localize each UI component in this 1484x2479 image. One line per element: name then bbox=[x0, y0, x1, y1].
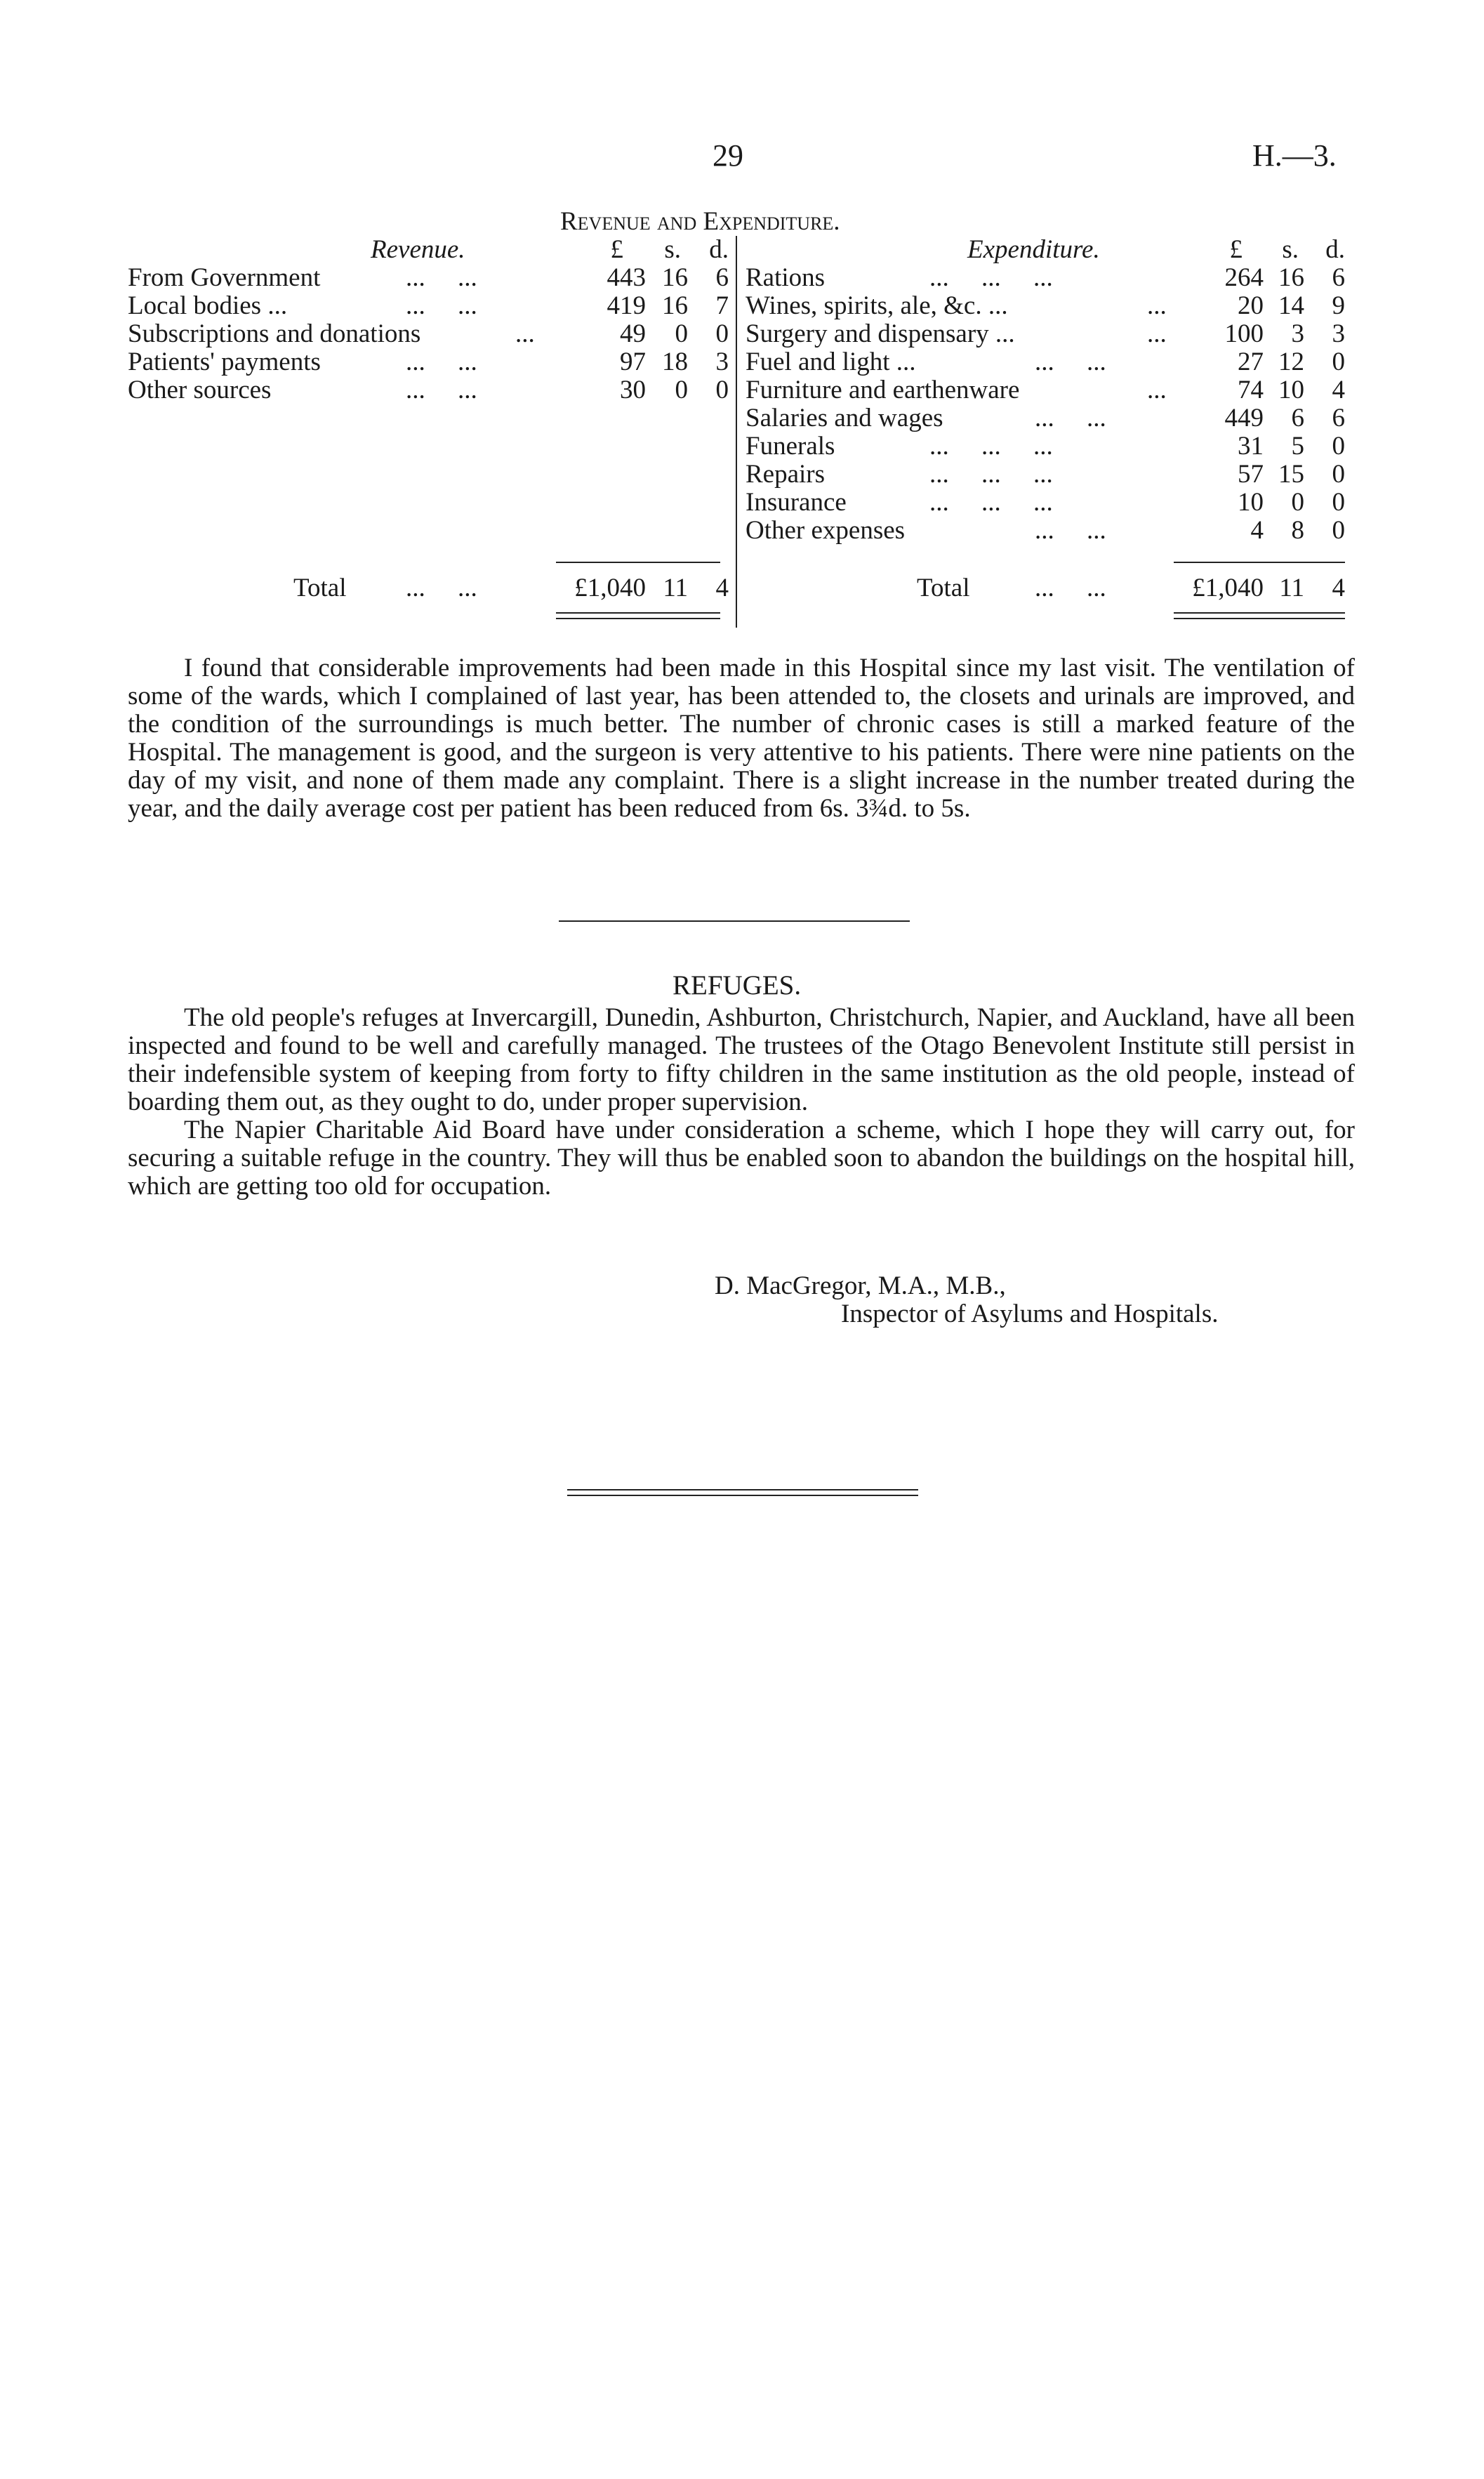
leader-dots: ... ... bbox=[406, 574, 477, 602]
expenditure-pence: 9 bbox=[1332, 291, 1345, 320]
revenue-label: Subscriptions and donations bbox=[128, 319, 421, 348]
leader-dots: ... bbox=[1147, 376, 1167, 404]
revenue-pence: 0 bbox=[715, 319, 729, 348]
expenditure-total-pounds: £1,040 bbox=[1192, 574, 1264, 602]
revenue-pence-header: d. bbox=[709, 235, 729, 264]
expenditure-label: Insurance bbox=[746, 488, 847, 517]
expenditure-pence-header: d. bbox=[1325, 235, 1345, 264]
revenue-total-double-rule bbox=[556, 618, 720, 619]
expenditure-label: Other expenses bbox=[746, 516, 906, 545]
expenditure-label: Funerals bbox=[746, 432, 835, 461]
revenue-total-label: Total bbox=[293, 574, 347, 602]
leader-dots: ... ... bbox=[1035, 348, 1106, 376]
expenditure-shillings: 8 bbox=[1291, 516, 1304, 545]
revenue-total-shillings: 11 bbox=[663, 574, 688, 602]
expenditure-pence: 6 bbox=[1332, 404, 1345, 432]
leader-dots: ... bbox=[1147, 319, 1167, 348]
leader-dots: ... bbox=[1147, 291, 1167, 320]
expenditure-pence: 4 bbox=[1332, 376, 1345, 404]
expenditure-shillings: 0 bbox=[1291, 488, 1304, 517]
revenue-label: Other sources bbox=[128, 376, 272, 404]
expenditure-label: Repairs bbox=[746, 460, 826, 489]
expenditure-pounds: 57 bbox=[1238, 460, 1264, 489]
closing-double-rule bbox=[567, 1495, 918, 1496]
expenditure-shillings: 10 bbox=[1278, 376, 1304, 404]
refuges-paragraph: The Napier Charitable Aid Board have under consideration a scheme, which I hope they will carry out, for securing a suitable refuge in the country. They will thus be enabled soon to abandon the buildings on the hospital hill, which are getting too old for occupation. bbox=[128, 1116, 1355, 1201]
leader-dots: ... ... ... bbox=[929, 460, 1053, 489]
expenditure-pounds: 74 bbox=[1238, 376, 1264, 404]
expenditure-pounds-header: £ bbox=[1229, 235, 1243, 264]
revenue-shillings: 18 bbox=[662, 348, 688, 376]
expenditure-pounds: 264 bbox=[1224, 263, 1264, 292]
expenditure-label: Fuel and light ... bbox=[746, 348, 916, 376]
revenue-total-pence: 4 bbox=[715, 574, 729, 602]
expenditure-pence: 0 bbox=[1332, 432, 1345, 461]
expenditure-total-pence: 4 bbox=[1332, 574, 1345, 602]
revenue-shillings: 16 bbox=[662, 263, 688, 292]
expenditure-shillings: 3 bbox=[1291, 319, 1304, 348]
leader-dots: ... ... bbox=[406, 376, 477, 404]
leader-dots: ... ... bbox=[406, 348, 477, 376]
revenue-pence: 7 bbox=[715, 291, 729, 320]
expenditure-pounds: 20 bbox=[1238, 291, 1264, 320]
document-code: H.—3. bbox=[1252, 138, 1337, 173]
expenditure-total-shillings: 11 bbox=[1279, 574, 1304, 602]
table-column-divider bbox=[736, 236, 737, 628]
closing-double-rule bbox=[567, 1489, 918, 1490]
expenditure-pounds: 4 bbox=[1250, 516, 1264, 545]
leader-dots: ... ... bbox=[1035, 574, 1106, 602]
expenditure-total-rule-top bbox=[1174, 562, 1345, 563]
expenditure-shillings: 6 bbox=[1291, 404, 1304, 432]
expenditure-pounds: 27 bbox=[1238, 348, 1264, 376]
refuges-paragraph: The old people's refuges at Invercargill, Dunedin, Ashburton, Christchurch, Napier, and Auckland, have all been inspected and found to be well and carefully managed. The trustees of the Otago Benevolent Institute still persist in their indefensible system of keeping from forty to fifty children in the same institution as the old people, instead of boarding them out, as they ought to do, under proper supervision. bbox=[128, 1003, 1355, 1116]
revenue-pounds: 30 bbox=[620, 376, 646, 404]
expenditure-label: Furniture and earthenware bbox=[746, 376, 1020, 404]
revenue-shillings-header: s. bbox=[664, 235, 681, 264]
leader-dots: ... ... ... bbox=[929, 432, 1053, 461]
revenue-total-pounds: £1,040 bbox=[574, 574, 646, 602]
expenditure-label: Salaries and wages bbox=[746, 404, 943, 432]
revenue-pounds: 97 bbox=[620, 348, 646, 376]
revenue-pounds: 443 bbox=[607, 263, 646, 292]
leader-dots: ... ... ... bbox=[929, 263, 1053, 292]
expenditure-pence: 0 bbox=[1332, 460, 1345, 489]
expenditure-heading: Expenditure. bbox=[967, 235, 1100, 264]
expenditure-pence: 0 bbox=[1332, 516, 1345, 545]
expenditure-pence: 0 bbox=[1332, 488, 1345, 517]
expenditure-pounds: 31 bbox=[1238, 432, 1264, 461]
expenditure-total-double-rule bbox=[1174, 612, 1345, 614]
revenue-pence: 0 bbox=[715, 376, 729, 404]
revenue-shillings: 0 bbox=[675, 376, 688, 404]
hospital-paragraph bbox=[128, 654, 1355, 823]
revenue-total-double-rule bbox=[556, 612, 720, 614]
leader-dots: ... ... bbox=[406, 263, 477, 292]
hospital-paragraph-text: I found that considerable improvements had been made in this Hospital since my last visit. The ventilation of some of the wards, which I complained of last year, has been attended to, the closets and urinals are improved, and the condition of the surroundings is much better. The number of chronic cases is still a marked feature of the Hospital. The management is good, and the surgeon is very attentive to his patients. There were nine patients on the day of my visit, and none of them made any complaint. There is a slight increase in the number treated during the year, and the daily average cost per patient has been reduced from 6s. 3¾d. to 5s. bbox=[128, 654, 1355, 823]
expenditure-total-label: Total bbox=[917, 574, 970, 602]
expenditure-pence: 6 bbox=[1332, 263, 1345, 292]
signature-title: Inspector of Asylums and Hospitals. bbox=[841, 1300, 1219, 1328]
revenue-shillings: 0 bbox=[675, 319, 688, 348]
expenditure-label: Wines, spirits, ale, &c. ... bbox=[746, 291, 1008, 320]
signature-name: D. MacGregor, M.A., M.B., bbox=[715, 1271, 1006, 1300]
revenue-pounds-header: £ bbox=[610, 235, 623, 264]
expenditure-pence: 0 bbox=[1332, 348, 1345, 376]
expenditure-shillings: 5 bbox=[1291, 432, 1304, 461]
table-title: Revenue and Expenditure. bbox=[560, 207, 840, 236]
revenue-pounds: 419 bbox=[607, 291, 646, 320]
revenue-label: From Government bbox=[128, 263, 321, 292]
revenue-pounds: 49 bbox=[620, 319, 646, 348]
revenue-total-rule-top bbox=[556, 562, 720, 563]
revenue-pence: 6 bbox=[715, 263, 729, 292]
leader-dots: ... ... bbox=[406, 291, 477, 320]
expenditure-pounds: 449 bbox=[1224, 404, 1264, 432]
revenue-pence: 3 bbox=[715, 348, 729, 376]
expenditure-shillings: 15 bbox=[1278, 460, 1304, 489]
revenue-label: Local bodies ... bbox=[128, 291, 288, 320]
expenditure-label: Surgery and dispensary ... bbox=[746, 319, 1015, 348]
expenditure-total-double-rule bbox=[1174, 618, 1345, 619]
section-divider bbox=[559, 920, 910, 922]
expenditure-pounds: 100 bbox=[1224, 319, 1264, 348]
expenditure-shillings-header: s. bbox=[1282, 235, 1299, 264]
revenue-label: Patients' payments bbox=[128, 348, 321, 376]
leader-dots: ... bbox=[515, 319, 535, 348]
expenditure-pounds: 10 bbox=[1238, 488, 1264, 517]
refuges-text bbox=[128, 1004, 1355, 1201]
revenue-heading: Revenue. bbox=[371, 235, 465, 264]
expenditure-shillings: 12 bbox=[1278, 348, 1304, 376]
refuges-heading: REFUGES. bbox=[673, 970, 802, 1000]
leader-dots: ... ... bbox=[1035, 516, 1106, 545]
page-number: 29 bbox=[713, 138, 743, 173]
revenue-shillings: 16 bbox=[662, 291, 688, 320]
expenditure-shillings: 14 bbox=[1278, 291, 1304, 320]
expenditure-shillings: 16 bbox=[1278, 263, 1304, 292]
expenditure-pence: 3 bbox=[1332, 319, 1345, 348]
leader-dots: ... ... ... bbox=[929, 488, 1053, 517]
leader-dots: ... ... bbox=[1035, 404, 1106, 432]
expenditure-label: Rations bbox=[746, 263, 826, 292]
